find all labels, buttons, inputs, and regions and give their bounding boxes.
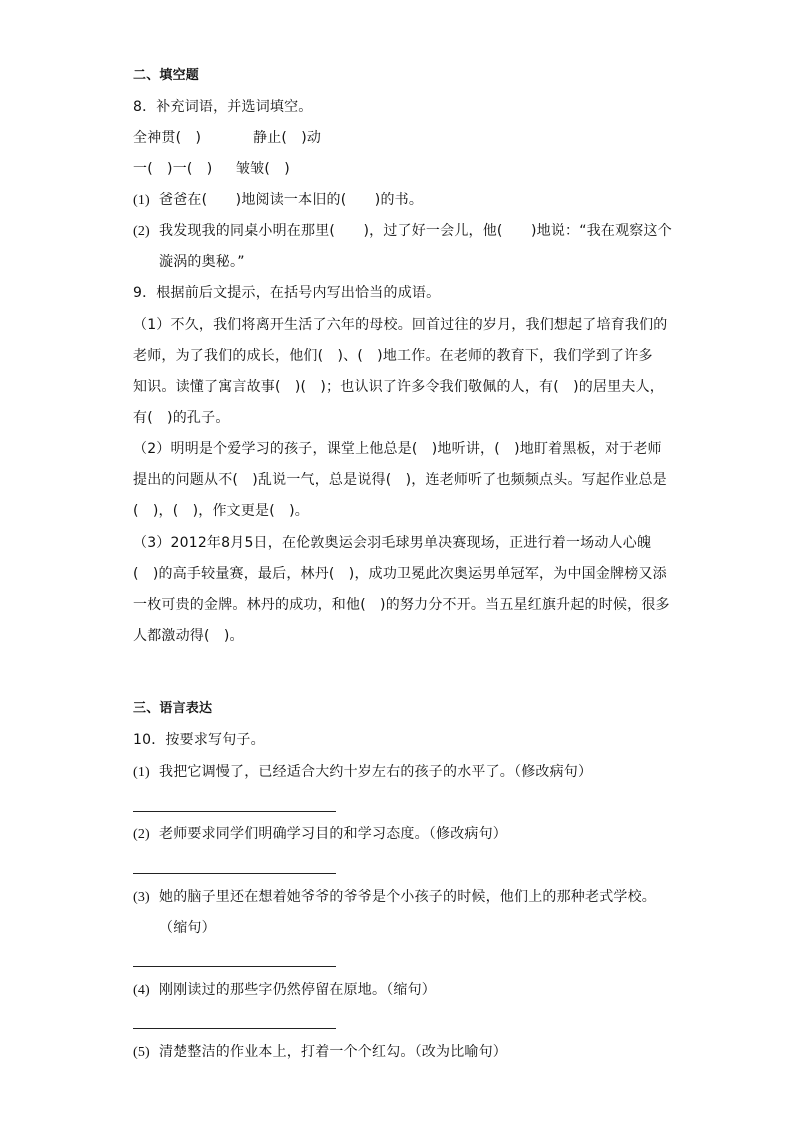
question-10-item-2 [133, 825, 507, 844]
item-text: 刚刚读过的那些字仍然停留在原地。（缩句） [159, 982, 436, 998]
passage-2-line-2: 提出的问题从不( )乱说一气，总是说得( )，连老师听了也频频点头。写起作业总是 [133, 472, 667, 488]
item-number: (2) [133, 827, 150, 842]
section-heading-language-expression: 三、语言表达 [133, 701, 213, 716]
item-text: 爸爸在( )地阅读一本旧的( )的书。 [159, 192, 424, 208]
answer-line-4[interactable] [133, 1028, 336, 1029]
item-number: (4) [133, 983, 150, 998]
passage-1-line-1: （1）不久，我们将离开生活了六年的母校。回首过往的岁月，我们想起了培育我们的 [133, 317, 668, 333]
passage-3-line-3: 一枚可贵的金牌。林丹的成功，和他( )的努力分不开。当五星红旗升起的时候，很多 [133, 597, 670, 613]
question-8-item-2-cont: 漩涡的奥秘。” [159, 254, 245, 270]
item-number: (1) [133, 765, 150, 780]
passage-2-line-1: （2）明明是个爱学习的孩子，课堂上他总是( )地听讲，( )地盯着黑板，对于老师 [133, 441, 662, 457]
section-heading-fill-blanks: 二、填空题 [133, 68, 200, 83]
item-text: 我把它调慢了，已经适合大约十岁左右的孩子的水平了。（修改病句） [159, 764, 593, 780]
question-8-stem: 8．补充词语，并选词填空。 [133, 99, 313, 115]
item-text: 她的脑子里还在想着她爷爷的爷爷是个小孩子的时候，他们上的那种老式学校。 [159, 889, 656, 905]
question-10-item-1 [133, 763, 592, 782]
question-8-item-1 [133, 191, 423, 210]
item-text: 清楚整洁的作业本上，打着一个个红勾。（改为比喻句） [159, 1044, 507, 1060]
question-10-item-5 [133, 1043, 507, 1062]
answer-line-3[interactable] [133, 966, 336, 967]
answer-line-2[interactable] [133, 873, 336, 874]
item-number: (1) [133, 193, 150, 208]
answer-line-1[interactable] [133, 811, 336, 812]
item-text: 老师要求同学们明确学习目的和学习态度。（修改病句） [159, 826, 507, 842]
item-number: (2) [133, 224, 150, 239]
word-blank-3: 一( )一( ) [133, 161, 213, 177]
passage-1-line-4: 有( )的孔子。 [133, 410, 230, 426]
word-blank-2: 静止( )动 [253, 130, 322, 146]
item-number: (5) [133, 1045, 150, 1060]
question-10-item-4 [133, 981, 436, 1000]
passage-3-line-1: （3）2012年8月5日，在伦敦奥运会羽毛球男单决赛现场，正进行着一场动人心魄 [133, 535, 652, 551]
word-blank-1: 全神贯( ) [133, 130, 202, 146]
passage-3-line-4: 人都激动得( )。 [133, 628, 244, 644]
passage-2-line-3: ( )，( )，作文更是( )。 [133, 503, 309, 519]
item-number: (3) [133, 890, 150, 905]
question-10-item-3 [133, 888, 656, 907]
question-8-item-2 [133, 222, 672, 241]
passage-3-line-2: ( )的高手较量赛，最后，林丹( )，成功卫冕此次奥运男单冠军，为中国金牌榜又添 [133, 566, 667, 582]
question-10-item-3-cont: （缩句） [159, 920, 216, 936]
passage-1-line-3: 知识。读懂了寓言故事( )( )；也认识了许多令我们敬佩的人，有( )的居里夫人， [133, 379, 664, 395]
word-blank-4: 皱皱( ) [236, 161, 290, 177]
question-10-stem: 10．按要求写句子。 [133, 732, 265, 748]
passage-1-line-2: 老师，为了我们的成长，他们( )、( )地工作。在老师的教育下，我们学到了许多 [133, 348, 653, 364]
item-text: 我发现我的同桌小明在那里( )，过了好一会儿，他( )地说：“我在观察这个 [159, 223, 672, 239]
question-9-stem: 9．根据前后文提示，在括号内写出恰当的成语。 [133, 285, 441, 301]
